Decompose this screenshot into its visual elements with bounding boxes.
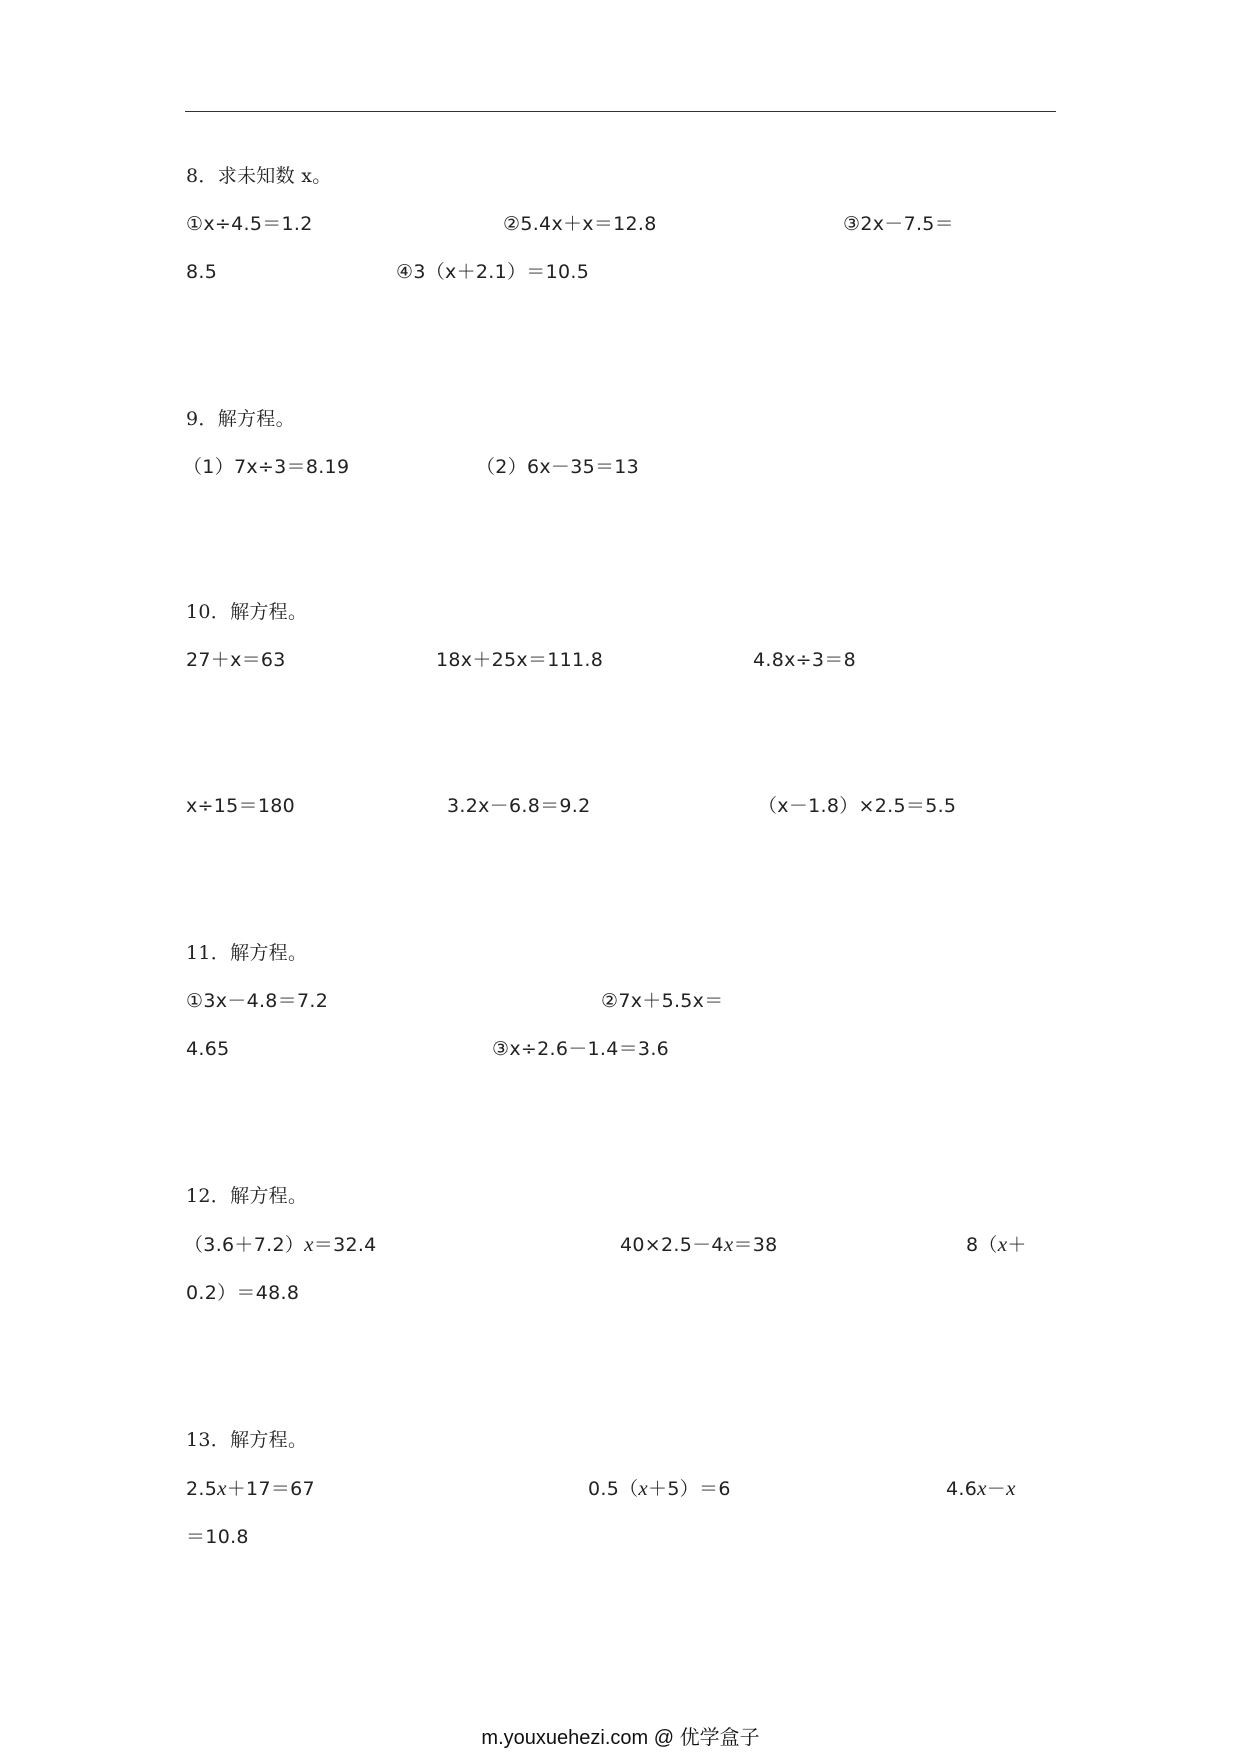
q13-eq3-minus: － (986, 1478, 1007, 1500)
q8-equation-2: ②5.4x＋x＝12.8 (503, 213, 657, 235)
q8-equation-4: ④3（x＋2.1）＝10.5 (396, 261, 590, 283)
q13-eq2-text: 0.5（ (588, 1478, 639, 1500)
q10-title: 10．解方程。 (186, 601, 308, 623)
q12-equation-3-part1 (966, 1232, 1027, 1257)
q13-eq1-text-end: ＋17＝67 (226, 1478, 315, 1500)
q12-eq1-text-end: ＝32.4 (313, 1234, 377, 1256)
variable-x: x (638, 1476, 649, 1500)
variable-x: x (997, 1232, 1008, 1256)
q9-equation-2: （2）6x－35＝13 (476, 456, 640, 478)
q13-equation-2 (588, 1476, 731, 1501)
q11-equation-2-part1: ②7x＋5.5x＝ (601, 990, 724, 1012)
variable-x: x (1006, 1476, 1016, 1500)
q12-equation-1 (184, 1232, 377, 1257)
q12-equation-3-part2: 0.2）＝48.8 (186, 1282, 300, 1304)
q10-equation-1: 27＋x＝63 (186, 649, 286, 671)
q13-eq3-text: 4.6 (946, 1478, 978, 1500)
q8-equation-3-part1: ③2x－7.5＝ (843, 213, 954, 235)
q12-title: 12．解方程。 (186, 1185, 308, 1207)
q10-equation-3: 4.8x÷3＝8 (753, 649, 856, 671)
q9-equation-1: （1）7x÷3＝8.19 (183, 456, 350, 478)
q13-equation-1 (186, 1476, 315, 1501)
q12-eq3-text-end: ＋ (1007, 1234, 1027, 1256)
q12-eq1-text: （3.6＋7.2） (184, 1234, 305, 1256)
q9-title: 9．解方程。 (186, 408, 295, 430)
q12-equation-2 (620, 1232, 778, 1257)
q10-equation-5: 3.2x－6.8＝9.2 (447, 795, 591, 817)
q11-equation-1: ①3x－4.8＝7.2 (186, 990, 329, 1012)
q13-equation-3-part1 (946, 1476, 1016, 1501)
q13-eq1-text: 2.5 (186, 1478, 218, 1500)
q10-equation-2: 18x＋25x＝111.8 (436, 649, 604, 671)
q10-equation-4: x÷15＝180 (186, 795, 296, 817)
q11-equation-2-part2: 4.65 (186, 1038, 230, 1060)
q13-eq2-text-end: ＋5）＝6 (648, 1478, 731, 1500)
q11-equation-3: ③x÷2.6－1.4＝3.6 (492, 1038, 670, 1060)
variable-x: x (723, 1232, 734, 1256)
variable-x: x (304, 1232, 314, 1256)
variable-x: x (977, 1476, 987, 1500)
q12-eq2-text: 40×2.5－4 (620, 1234, 724, 1256)
q10-equation-6: （x－1.8）×2.5＝5.5 (758, 795, 957, 817)
q12-eq3-text: 8（ (966, 1234, 998, 1256)
q12-eq2-text-end: ＝38 (733, 1234, 778, 1256)
q8-equation-3-part2: 8.5 (186, 261, 218, 283)
q13-equation-3-part2: ＝10.8 (186, 1526, 249, 1548)
q8-title: 8．求未知数 x。 (186, 165, 332, 187)
q8-equation-1: ①x÷4.5＝1.2 (186, 213, 313, 235)
variable-x: x (217, 1476, 227, 1500)
q11-title: 11．解方程。 (186, 942, 308, 964)
header-rule (185, 111, 1056, 112)
footer-watermark: m.youxuehezi.com @ 优学盒子 (481, 1727, 760, 1749)
q13-title: 13．解方程。 (186, 1429, 308, 1451)
